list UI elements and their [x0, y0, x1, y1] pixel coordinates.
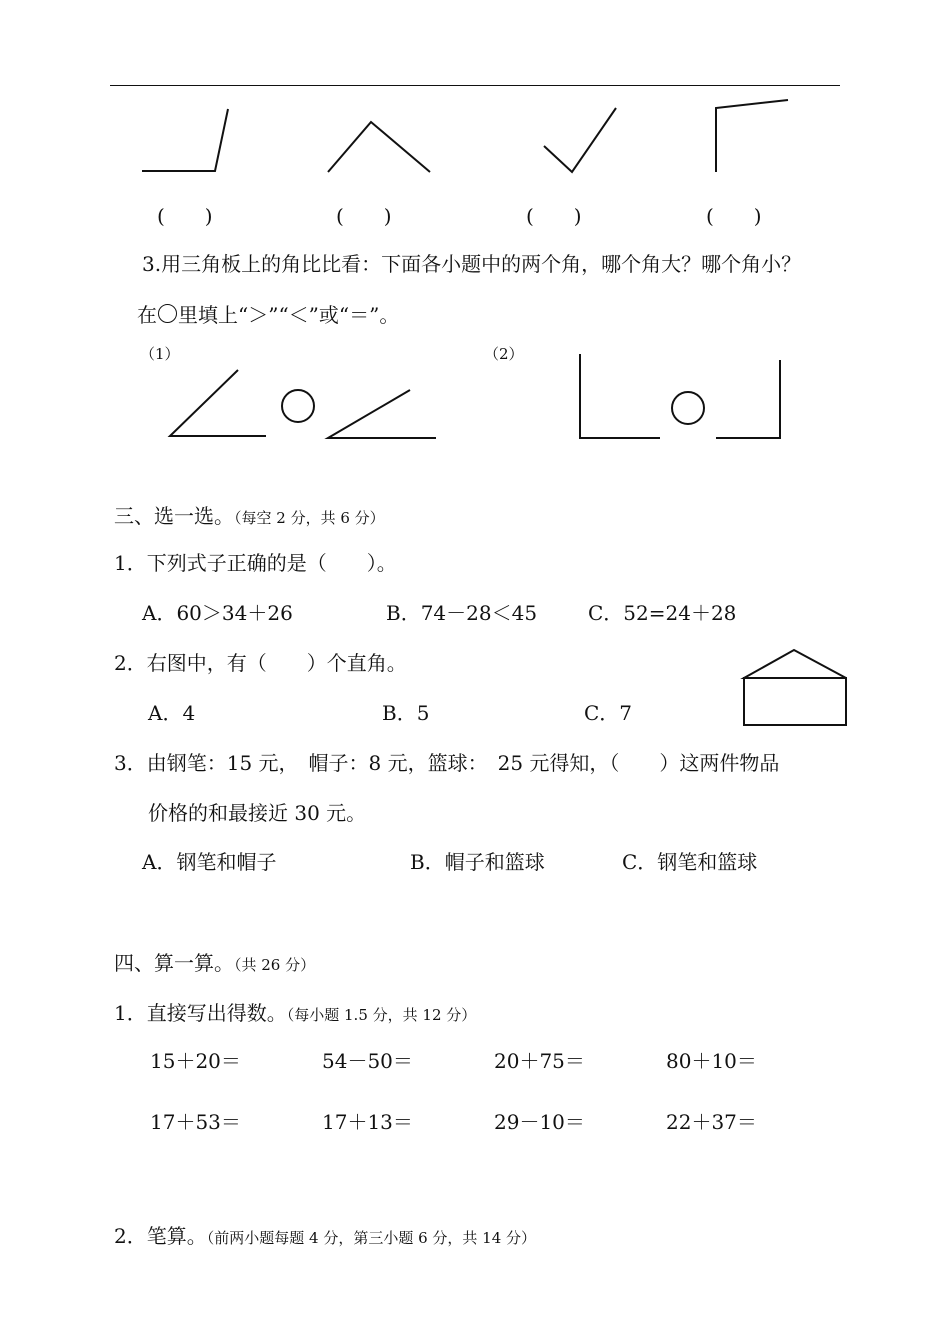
compare-prefix: 在	[137, 303, 157, 327]
house-figure	[742, 648, 850, 728]
calc-item[interactable]: 20＋75＝	[494, 1049, 585, 1073]
s3-q3-option-a[interactable]: A．钢笔和帽子	[142, 850, 277, 874]
s4-q2-heading	[114, 1220, 536, 1249]
calc-item[interactable]: 22＋37＝	[666, 1110, 757, 1134]
s3-q2-option-b[interactable]: B．5	[382, 701, 430, 725]
s3-q1-stem: 1．下列式子正确的是（ ）。	[114, 551, 397, 575]
angle-figure-3	[540, 104, 620, 174]
angle-figure-1	[140, 105, 240, 175]
s4-q1-stem: 1．直接写出得数。	[114, 1001, 287, 1025]
compare-question-line2	[137, 299, 399, 328]
s3-q2-option-a[interactable]: A．4	[148, 701, 196, 725]
circle-symbol-icon	[158, 304, 177, 323]
section3-heading	[114, 500, 385, 529]
s3-q3-option-c[interactable]: C．钢笔和篮球	[622, 850, 758, 874]
compare-question-line1: 3.用三角板上的角比比看：下面各小题中的两个角，哪个角大？哪个角小？	[142, 252, 802, 276]
s3-q1-option-c[interactable]: C．52=24＋28	[588, 601, 737, 625]
angle-blank-2[interactable]: ( )	[336, 204, 392, 228]
calc-item[interactable]: 54－50＝	[322, 1049, 413, 1073]
compare-suffix: 里填上“＞”“＜”或“＝”。	[178, 303, 400, 327]
s3-q2-option-c[interactable]: C．7	[584, 701, 633, 725]
section3-note: （每空 2 分，共 6 分）	[234, 509, 385, 527]
s3-q3-stem-line1: 3．由钢笔：15 元， 帽子：8 元，篮球： 25 元得知，（ ）这两件物品	[114, 751, 780, 775]
compare-circle-1[interactable]	[280, 388, 316, 424]
s3-q3-stem-line2: 价格的和最接近 30 元。	[148, 801, 367, 825]
compare-angle-2b	[714, 358, 784, 440]
section4-note: （共 26 分）	[234, 956, 316, 974]
calc-item[interactable]: 29－10＝	[494, 1110, 585, 1134]
section3-title: 三、选一选。	[114, 504, 234, 528]
s3-q1-option-b[interactable]: B．74－28＜45	[386, 601, 538, 625]
calc-item[interactable]: 17＋53＝	[150, 1110, 241, 1134]
s4-q2-stem: 2．笔算。	[114, 1224, 207, 1248]
s3-q2-stem: 2．右图中，有（ ）个直角。	[114, 651, 407, 675]
calc-item[interactable]: 17＋13＝	[322, 1110, 413, 1134]
s4-q1-note: （每小题 1.5 分，共 12 分）	[286, 1006, 477, 1024]
compare-angle-1a	[168, 368, 268, 440]
s3-q1-option-a[interactable]: A．60＞34＋26	[142, 601, 293, 625]
section4-title: 四、算一算。	[114, 951, 234, 975]
angle-figure-4	[712, 98, 792, 174]
top-rule	[110, 85, 840, 86]
section4-heading	[114, 947, 315, 976]
angle-blank-3[interactable]: ( )	[526, 204, 582, 228]
calc-item[interactable]: 80＋10＝	[666, 1049, 757, 1073]
angle-blank-4[interactable]: ( )	[706, 204, 762, 228]
compare-circle-2[interactable]	[670, 390, 706, 426]
s4-q2-note: （前两小题每题 4 分，第三小题 6 分，共 14 分）	[206, 1229, 537, 1247]
calc-item[interactable]: 15＋20＝	[150, 1049, 241, 1073]
compare-angle-2a	[578, 352, 662, 440]
compare-label-2: （2）	[484, 345, 524, 363]
angle-figure-2	[326, 118, 432, 174]
compare-label-1: （1）	[140, 345, 180, 363]
s4-q1-heading	[114, 997, 476, 1026]
compare-angle-1b	[326, 388, 438, 440]
s3-q3-option-b[interactable]: B．帽子和篮球	[410, 850, 545, 874]
angle-blank-1[interactable]: ( )	[157, 204, 213, 228]
